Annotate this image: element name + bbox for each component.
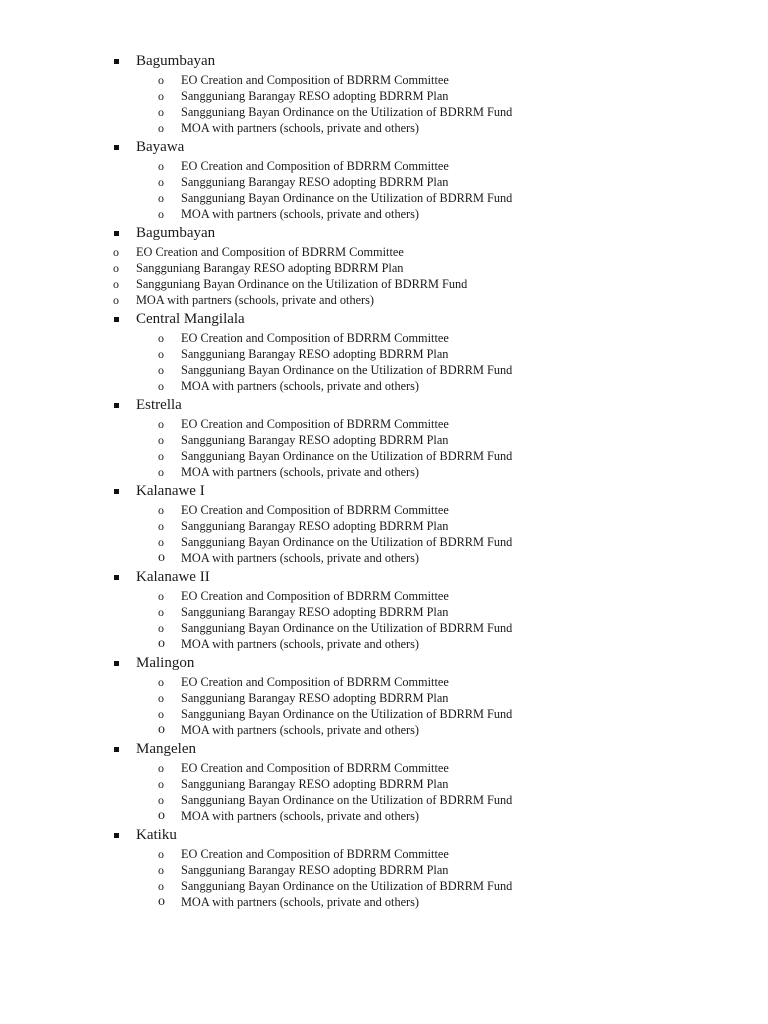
barangay-name: Central Mangilala [136,311,245,327]
barangay-name: Bagumbayan [136,225,216,241]
barangay-group [0,654,768,740]
requirement-list-item [0,158,768,174]
document-body [0,52,768,912]
circle-bullet-icon: o [158,331,164,345]
requirement-list-item [0,550,768,566]
requirement-text: EO Creation and Composition of BDRRM Committee [136,245,404,259]
requirement-text: Sangguniang Barangay RESO adopting BDRRM Plan [181,347,449,361]
circle-bullet-icon: o [158,363,164,377]
requirement-text: EO Creation and Composition of BDRRM Committee [181,73,449,87]
requirement-list-item [0,534,768,550]
circle-bullet-icon: o [158,550,165,565]
circle-bullet-icon: o [158,879,164,893]
requirement-list-item [0,760,768,776]
circle-bullet-icon: o [158,707,164,721]
requirement-list-item [0,706,768,722]
requirement-list-item [0,808,768,824]
requirement-text: Sangguniang Barangay RESO adopting BDRRM Plan [181,89,449,103]
requirement-text: Sangguniang Bayan Ordinance on the Utilization of BDRRM Fund [181,707,513,721]
circle-bullet-icon: o [158,465,164,479]
requirement-text: MOA with partners (schools, private and others) [181,121,420,135]
requirement-text: Sangguniang Bayan Ordinance on the Utilization of BDRRM Fund [181,191,513,205]
barangay-group [0,482,768,568]
requirement-text: MOA with partners (schools, private and others) [181,379,420,393]
requirement-list-item [0,894,768,910]
square-bullet-icon [114,403,119,408]
requirement-list-item [0,244,768,260]
requirement-text: EO Creation and Composition of BDRRM Committee [181,503,449,517]
circle-bullet-icon: o [158,89,164,103]
circle-bullet-icon: o [158,675,164,689]
square-bullet-icon [114,575,119,580]
requirement-text: Sangguniang Barangay RESO adopting BDRRM Plan [181,175,449,189]
requirement-text: MOA with partners (schools, private and others) [181,207,420,221]
barangay-name: Katiku [136,827,177,843]
requirement-text: Sangguniang Bayan Ordinance on the Utilization of BDRRM Fund [136,277,468,291]
circle-bullet-icon: o [158,433,164,447]
circle-bullet-icon: o [158,636,165,651]
requirement-text: MOA with partners (schools, private and others) [181,809,420,823]
barangay-group [0,310,768,396]
requirement-list-item [0,330,768,346]
requirement-list-item [0,620,768,636]
square-bullet-icon [114,317,119,322]
barangay-list-item [0,482,768,501]
barangay-group [0,52,768,138]
requirement-text: MOA with partners (schools, private and others) [181,895,420,909]
circle-bullet-icon: o [158,535,164,549]
circle-bullet-icon: o [158,105,164,119]
requirement-text: EO Creation and Composition of BDRRM Committee [181,417,449,431]
requirement-list-item [0,518,768,534]
requirement-text: Sangguniang Bayan Ordinance on the Utilization of BDRRM Fund [181,793,513,807]
requirement-list-item [0,690,768,706]
barangay-group [0,740,768,826]
group-spacer [0,910,768,912]
requirement-list-item [0,174,768,190]
barangay-list-item [0,310,768,329]
requirement-list-item [0,776,768,792]
requirement-text: MOA with partners (schools, private and others) [136,293,375,307]
circle-bullet-icon: o [158,121,164,135]
barangay-name: Kalanawe II [136,569,210,585]
barangay-group [0,826,768,912]
circle-bullet-icon: o [158,379,164,393]
circle-bullet-icon: o [158,863,164,877]
requirement-text: MOA with partners (schools, private and others) [181,637,420,651]
circle-bullet-icon: o [158,761,164,775]
barangay-list-item [0,224,768,243]
circle-bullet-icon: o [158,621,164,635]
requirement-list-item [0,362,768,378]
requirement-text: MOA with partners (schools, private and others) [181,551,420,565]
requirement-list-item [0,792,768,808]
requirement-list-item [0,72,768,88]
circle-bullet-icon: o [158,503,164,517]
circle-bullet-icon: o [158,605,164,619]
requirement-text: Sangguniang Bayan Ordinance on the Utilization of BDRRM Fund [181,363,513,377]
circle-bullet-icon: o [158,347,164,361]
requirement-text: Sangguniang Barangay RESO adopting BDRRM Plan [181,433,449,447]
requirement-text: Sangguniang Barangay RESO adopting BDRRM Plan [136,261,404,275]
requirement-list-item [0,260,768,276]
requirement-text: MOA with partners (schools, private and others) [181,465,420,479]
barangay-name: Malingon [136,655,195,671]
barangay-name: Kalanawe I [136,483,205,499]
barangay-list-item [0,568,768,587]
circle-bullet-icon: o [158,519,164,533]
requirement-list-item [0,674,768,690]
circle-bullet-icon: o [158,159,164,173]
requirement-text: Sangguniang Barangay RESO adopting BDRRM Plan [181,777,449,791]
requirement-text: Sangguniang Bayan Ordinance on the Utilization of BDRRM Fund [181,879,513,893]
barangay-list-item [0,396,768,415]
requirement-list-item [0,636,768,652]
requirement-text: Sangguniang Barangay RESO adopting BDRRM Plan [181,605,449,619]
requirement-list-item [0,276,768,292]
square-bullet-icon [114,661,119,666]
requirement-text: Sangguniang Barangay RESO adopting BDRRM Plan [181,863,449,877]
requirement-list-item [0,722,768,738]
requirement-list-item [0,206,768,222]
requirement-list-item [0,292,768,308]
requirement-list-item [0,448,768,464]
circle-bullet-icon: o [158,191,164,205]
barangay-list-item [0,52,768,71]
barangay-name: Mangelen [136,741,196,757]
requirement-text: Sangguniang Bayan Ordinance on the Utilization of BDRRM Fund [181,621,513,635]
barangay-list-item [0,826,768,845]
requirement-list-item [0,378,768,394]
requirement-text: Sangguniang Barangay RESO adopting BDRRM Plan [181,519,449,533]
square-bullet-icon [114,231,119,236]
barangay-list-item [0,654,768,673]
circle-bullet-icon: o [158,894,165,909]
circle-bullet-icon: o [113,293,119,307]
requirement-list-item [0,862,768,878]
square-bullet-icon [114,833,119,838]
requirement-list-item [0,432,768,448]
circle-bullet-icon: o [158,793,164,807]
barangay-name: Estrella [136,397,182,413]
circle-bullet-icon: o [158,808,165,823]
requirement-text: EO Creation and Composition of BDRRM Committee [181,331,449,345]
requirement-list-item [0,190,768,206]
circle-bullet-icon: o [113,261,119,275]
requirement-text: Sangguniang Bayan Ordinance on the Utilization of BDRRM Fund [181,535,513,549]
barangay-name: Bagumbayan [136,53,216,69]
circle-bullet-icon: o [113,277,119,291]
circle-bullet-icon: o [158,449,164,463]
requirement-text: EO Creation and Composition of BDRRM Committee [181,761,449,775]
circle-bullet-icon: o [158,722,165,737]
requirement-list-item [0,346,768,362]
requirement-list-item [0,502,768,518]
requirement-text: Sangguniang Bayan Ordinance on the Utilization of BDRRM Fund [181,105,513,119]
circle-bullet-icon: o [158,73,164,87]
circle-bullet-icon: o [158,207,164,221]
barangay-group [0,568,768,654]
requirement-list-item [0,416,768,432]
circle-bullet-icon: o [158,777,164,791]
requirement-list-item [0,588,768,604]
square-bullet-icon [114,747,119,752]
circle-bullet-icon: o [158,589,164,603]
circle-bullet-icon: o [158,175,164,189]
requirement-list-item [0,604,768,620]
requirement-list-item [0,88,768,104]
barangay-list-item [0,740,768,759]
barangay-name: Bayawa [136,139,185,155]
circle-bullet-icon: o [158,847,164,861]
requirement-list-item [0,878,768,894]
square-bullet-icon [114,489,119,494]
requirement-text: EO Creation and Composition of BDRRM Committee [181,159,449,173]
requirement-text: EO Creation and Composition of BDRRM Committee [181,847,449,861]
requirement-list-item [0,104,768,120]
circle-bullet-icon: o [158,417,164,431]
requirement-text: Sangguniang Bayan Ordinance on the Utilization of BDRRM Fund [181,449,513,463]
square-bullet-icon [114,145,119,150]
requirement-text: EO Creation and Composition of BDRRM Committee [181,675,449,689]
barangay-group [0,224,768,310]
barangay-list-item [0,138,768,157]
requirement-text: Sangguniang Barangay RESO adopting BDRRM Plan [181,691,449,705]
barangay-group [0,138,768,224]
barangay-group [0,396,768,482]
requirement-list-item [0,464,768,480]
square-bullet-icon [114,59,119,64]
requirement-list-item [0,120,768,136]
requirement-text: EO Creation and Composition of BDRRM Committee [181,589,449,603]
circle-bullet-icon: o [113,245,119,259]
requirement-text: MOA with partners (schools, private and others) [181,723,420,737]
circle-bullet-icon: o [158,691,164,705]
requirement-list-item [0,846,768,862]
